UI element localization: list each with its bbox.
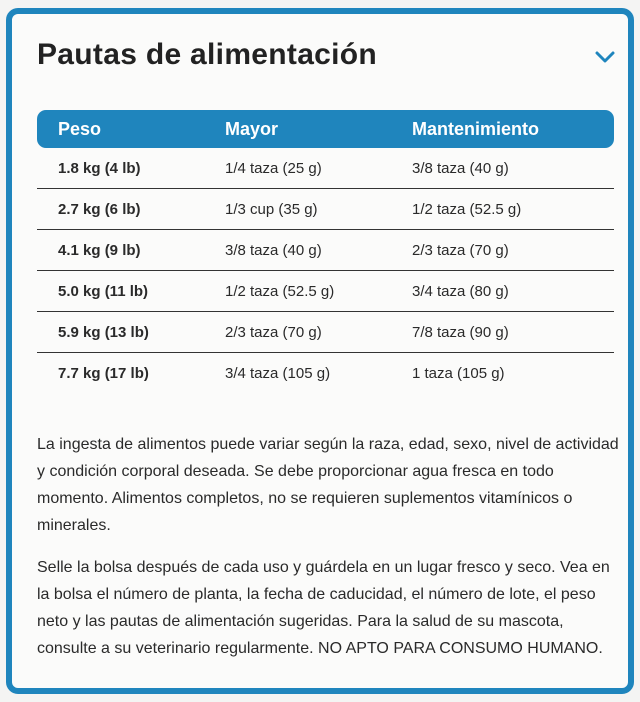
table-row (37, 189, 614, 230)
cell-weight: 7.7 kg (17 lb) (58, 365, 149, 382)
cell-mantenimiento: 1/2 taza (52.5 g) (412, 201, 522, 218)
cell-mantenimiento: 3/8 taza (40 g) (412, 160, 509, 177)
table-row (37, 353, 614, 393)
intake-paragraph: La ingesta de alimentos puede variar según la raza, edad, sexo, nivel de actividad y condición corporal deseada. Se debe proporcionar agua fresca en todo momento. Alimentos completos, no se requieren suplementos vitamínicos o minerales. (37, 436, 619, 534)
cell-weight: 5.0 kg (11 lb) (58, 283, 149, 300)
table-header (37, 110, 614, 148)
header-mantenimiento: Mantenimiento (412, 119, 540, 139)
cell-mayor: 1/2 taza (52.5 g) (225, 283, 335, 300)
cell-mayor: 3/8 taza (40 g) (225, 242, 322, 259)
cell-mayor: 2/3 taza (70 g) (225, 324, 322, 341)
header-mayor: Mayor (225, 119, 279, 139)
table-row (37, 271, 614, 312)
feeding-guidelines-card (6, 8, 634, 694)
cell-mayor: 1/3 cup (35 g) (225, 201, 318, 218)
cell-weight: 5.9 kg (13 lb) (58, 324, 149, 341)
storage-paragraph: Selle la bolsa después de cada uso y guárdela en un lugar fresco y seco. Vea en la bolsa el número de planta, la fecha de caducidad, el número de lote, el peso neto y las pautas de alimentación sugeridas. Para la salud de su mascota, consulte a su veterinario regularmente. NO APTO PARA CONSUMO HUMANO. (37, 559, 610, 657)
cell-weight: 1.8 kg (4 lb) (58, 160, 141, 177)
cell-mayor: 1/4 taza (25 g) (225, 160, 322, 177)
chevron-down-icon[interactable] (595, 50, 615, 64)
cell-mantenimiento: 7/8 taza (90 g) (412, 324, 509, 341)
table-row (37, 312, 614, 353)
cell-weight: 4.1 kg (9 lb) (58, 242, 141, 259)
table-row (37, 148, 614, 189)
cell-mayor: 3/4 taza (105 g) (225, 365, 331, 382)
section-title: Pautas de alimentación (37, 38, 378, 71)
cell-mantenimiento: 3/4 taza (80 g) (412, 283, 509, 300)
table-row (37, 230, 614, 271)
table-body (37, 148, 614, 393)
cell-mantenimiento: 2/3 taza (70 g) (412, 242, 509, 259)
cell-weight: 2.7 kg (6 lb) (58, 201, 141, 218)
header-peso: Peso (58, 119, 102, 139)
cell-mantenimiento: 1 taza (105 g) (412, 365, 505, 382)
